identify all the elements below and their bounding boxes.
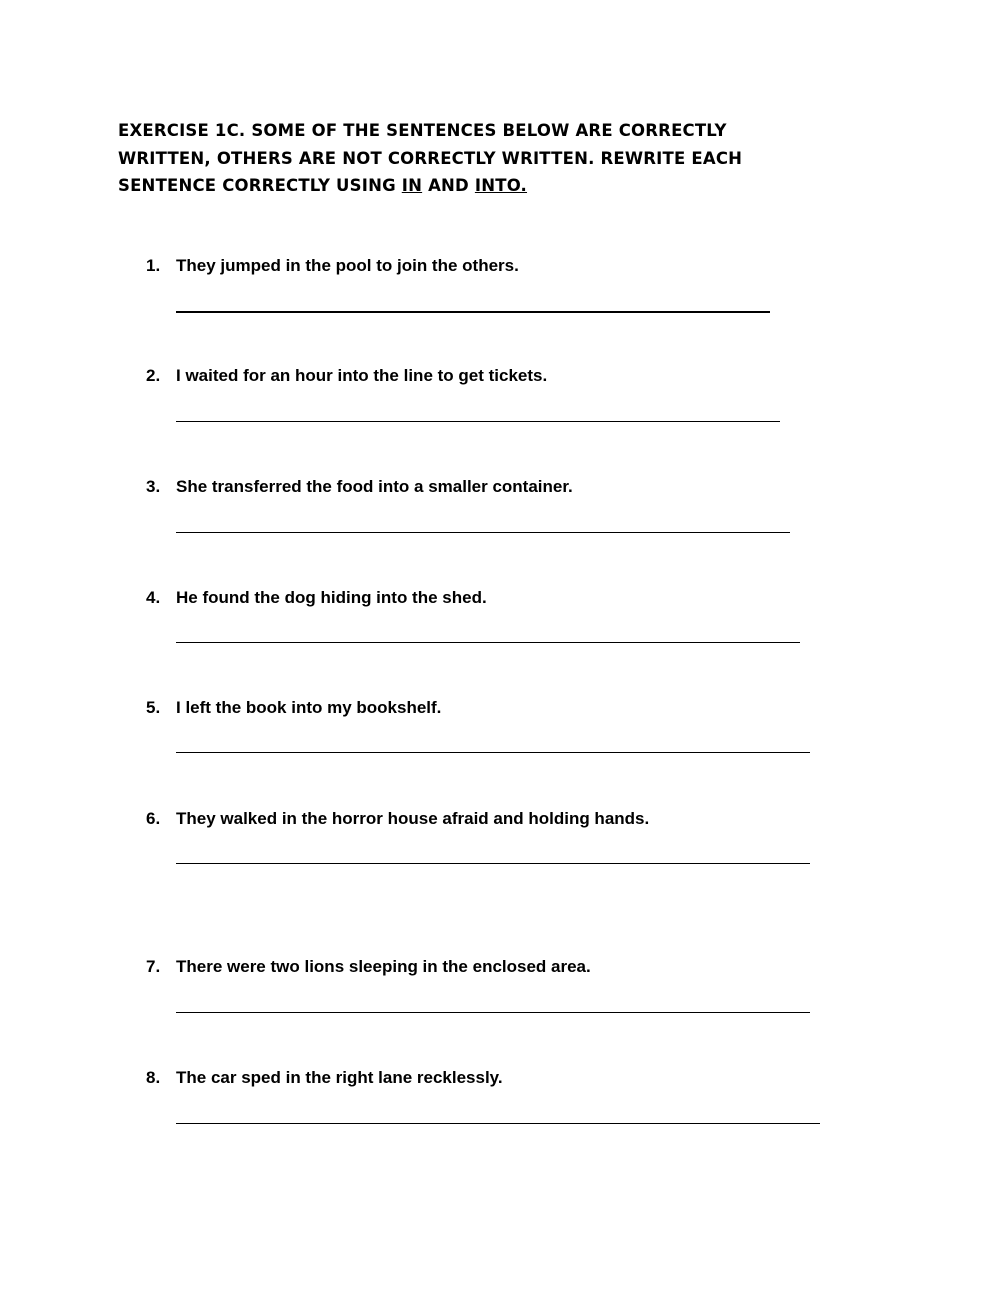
answer-line-7[interactable] xyxy=(176,1012,810,1013)
question-1 xyxy=(146,255,519,277)
question-5 xyxy=(146,697,441,719)
question-text: They jumped in the pool to join the others. xyxy=(176,256,519,275)
answer-line-1[interactable] xyxy=(176,311,770,313)
question-2 xyxy=(146,365,547,387)
question-4 xyxy=(146,587,487,609)
question-8 xyxy=(146,1067,503,1089)
question-text: There were two lions sleeping in the enclosed area. xyxy=(176,957,591,976)
question-number: 5. xyxy=(146,698,161,717)
question-7 xyxy=(146,956,591,978)
question-3 xyxy=(146,476,573,498)
question-text: I left the book into my bookshelf. xyxy=(176,698,442,717)
instructions-text: EXERCISE 1C. SOME OF THE SENTENCES BELOW ARE CORRECTLY WRITTEN, OTHERS ARE NOT CORRECTLY WRITTEN. REWRITE EACH SENTENCE CORRECTLY USING xyxy=(118,121,743,195)
question-text: They walked in the horror house afraid and holding hands. xyxy=(176,809,650,828)
answer-line-4[interactable] xyxy=(176,642,800,643)
question-number: 4. xyxy=(146,588,161,607)
question-text: He found the dog hiding into the shed. xyxy=(176,588,487,607)
answer-line-8[interactable] xyxy=(176,1123,820,1124)
question-number: 1. xyxy=(146,256,161,275)
question-text: She transferred the food into a smaller container. xyxy=(176,477,573,496)
question-6 xyxy=(146,808,649,830)
answer-line-3[interactable] xyxy=(176,532,790,533)
question-number: 8. xyxy=(146,1068,161,1087)
question-number: 3. xyxy=(146,477,161,496)
question-number: 7. xyxy=(146,957,161,976)
keyword-in: IN xyxy=(401,176,423,195)
answer-line-2[interactable] xyxy=(176,421,780,422)
keyword-into: INTO. xyxy=(474,176,528,195)
question-number: 2. xyxy=(146,366,161,385)
question-text: I waited for an hour into the line to get tickets. xyxy=(176,366,548,385)
exercise-instructions xyxy=(118,117,818,200)
question-text: The car sped in the right lane recklessly. xyxy=(176,1068,503,1087)
question-number: 6. xyxy=(146,809,161,828)
answer-line-5[interactable] xyxy=(176,752,810,753)
instructions-and: AND xyxy=(422,176,475,195)
answer-line-6[interactable] xyxy=(176,863,810,864)
